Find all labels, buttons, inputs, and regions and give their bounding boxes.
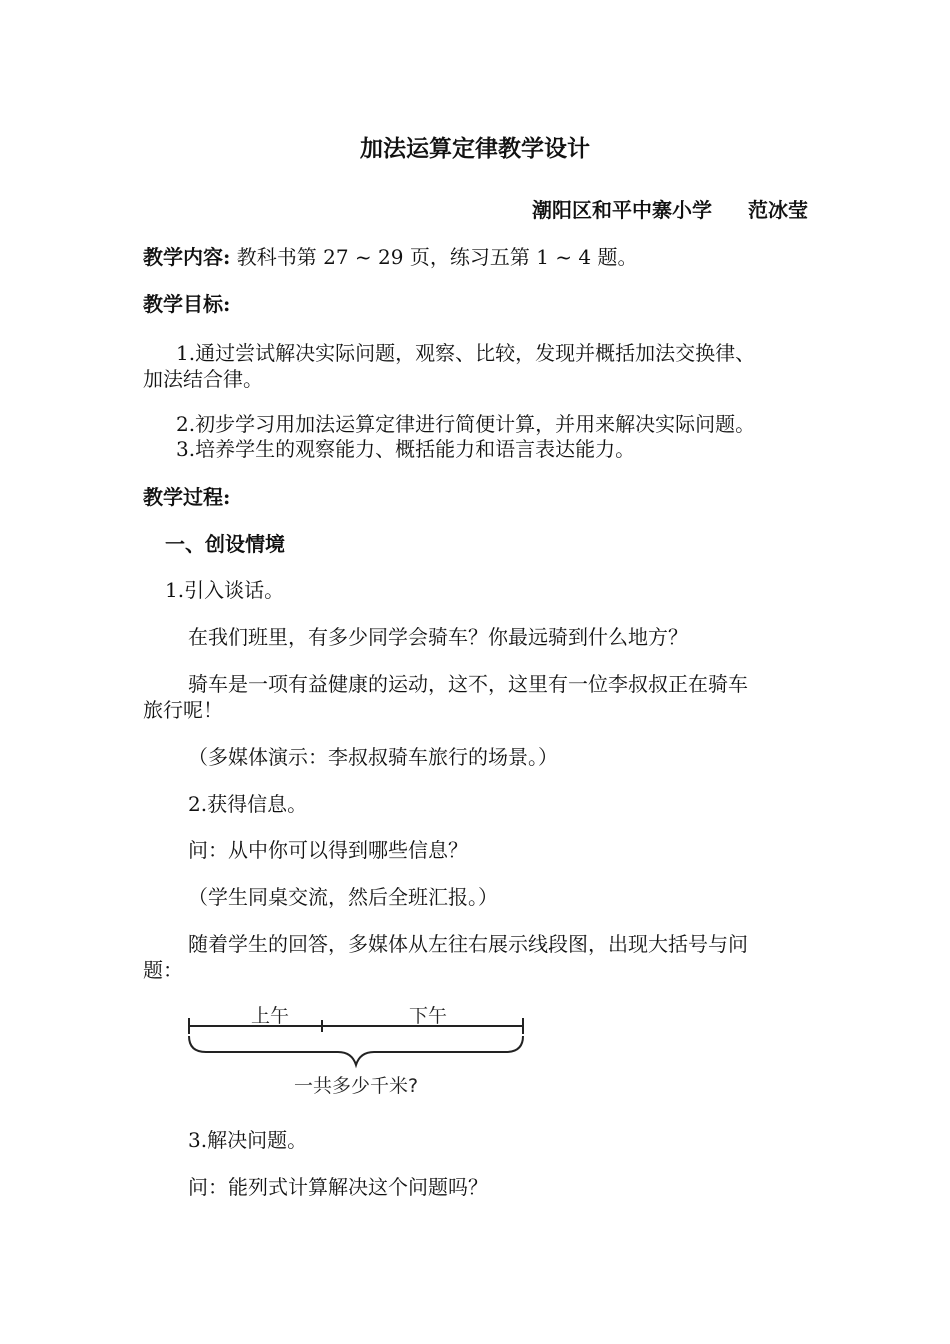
objective-3: 3.培养学生的观察能力、概括能力和语言表达能力。: [176, 437, 636, 461]
label-morning: 上午: [250, 1005, 290, 1027]
question-1: 在我们班里，有多少同学会骑车？你最远骑到什么地方？: [188, 625, 688, 649]
objective-1-line-2: 加法结合律。: [143, 367, 263, 391]
step-2: 2.获得信息。: [188, 792, 308, 816]
question-2: 问：从中你可以得到哪些信息？: [188, 838, 468, 862]
content-label: 教学内容:: [143, 245, 231, 269]
objectives-heading: 教学目标:: [143, 292, 231, 316]
step-3: 3.解决问题。: [188, 1128, 308, 1152]
paragraph-line-2: 旅行呢！: [143, 698, 223, 722]
exchange-note: （学生同桌交流，然后全班汇报。）: [188, 885, 498, 909]
question-3: 问：能列式计算解决这个问题吗？: [188, 1175, 488, 1199]
label-afternoon: 下午: [408, 1005, 448, 1027]
objective-1-line-1: 1.通过尝试解决实际问题，观察、比较，发现并概括加法交换律、: [176, 341, 756, 365]
diagram-question: 一共多少千米?: [293, 1075, 419, 1097]
followup-line-2: 题：: [143, 958, 183, 982]
document-title: 加法运算定律教学设计: [360, 135, 590, 162]
author-school: 潮阳区和平中寨小学: [532, 198, 712, 222]
followup-line-1: 随着学生的回答，多媒体从左往右展示线段图，出现大括号与问: [188, 932, 748, 956]
author-name: 范冰莹: [748, 198, 808, 222]
brace-path: [189, 1036, 523, 1065]
media-note: （多媒体演示：李叔叔骑车旅行的场景。）: [188, 745, 558, 769]
objective-2: 2.初步学习用加法运算定律进行简便计算，并用来解决实际问题。: [176, 412, 756, 436]
process-heading: 教学过程:: [143, 485, 231, 509]
paragraph-line-1: 骑车是一项有益健康的运动，这不，这里有一位李叔叔正在骑车: [188, 672, 748, 696]
content-text: 教科书第 27 ~ 29 页，练习五第 1 ~ 4 题。: [236, 245, 638, 269]
step-1: 1.引入谈话。: [165, 578, 285, 602]
section-1-heading: 一、创设情境: [165, 532, 285, 556]
